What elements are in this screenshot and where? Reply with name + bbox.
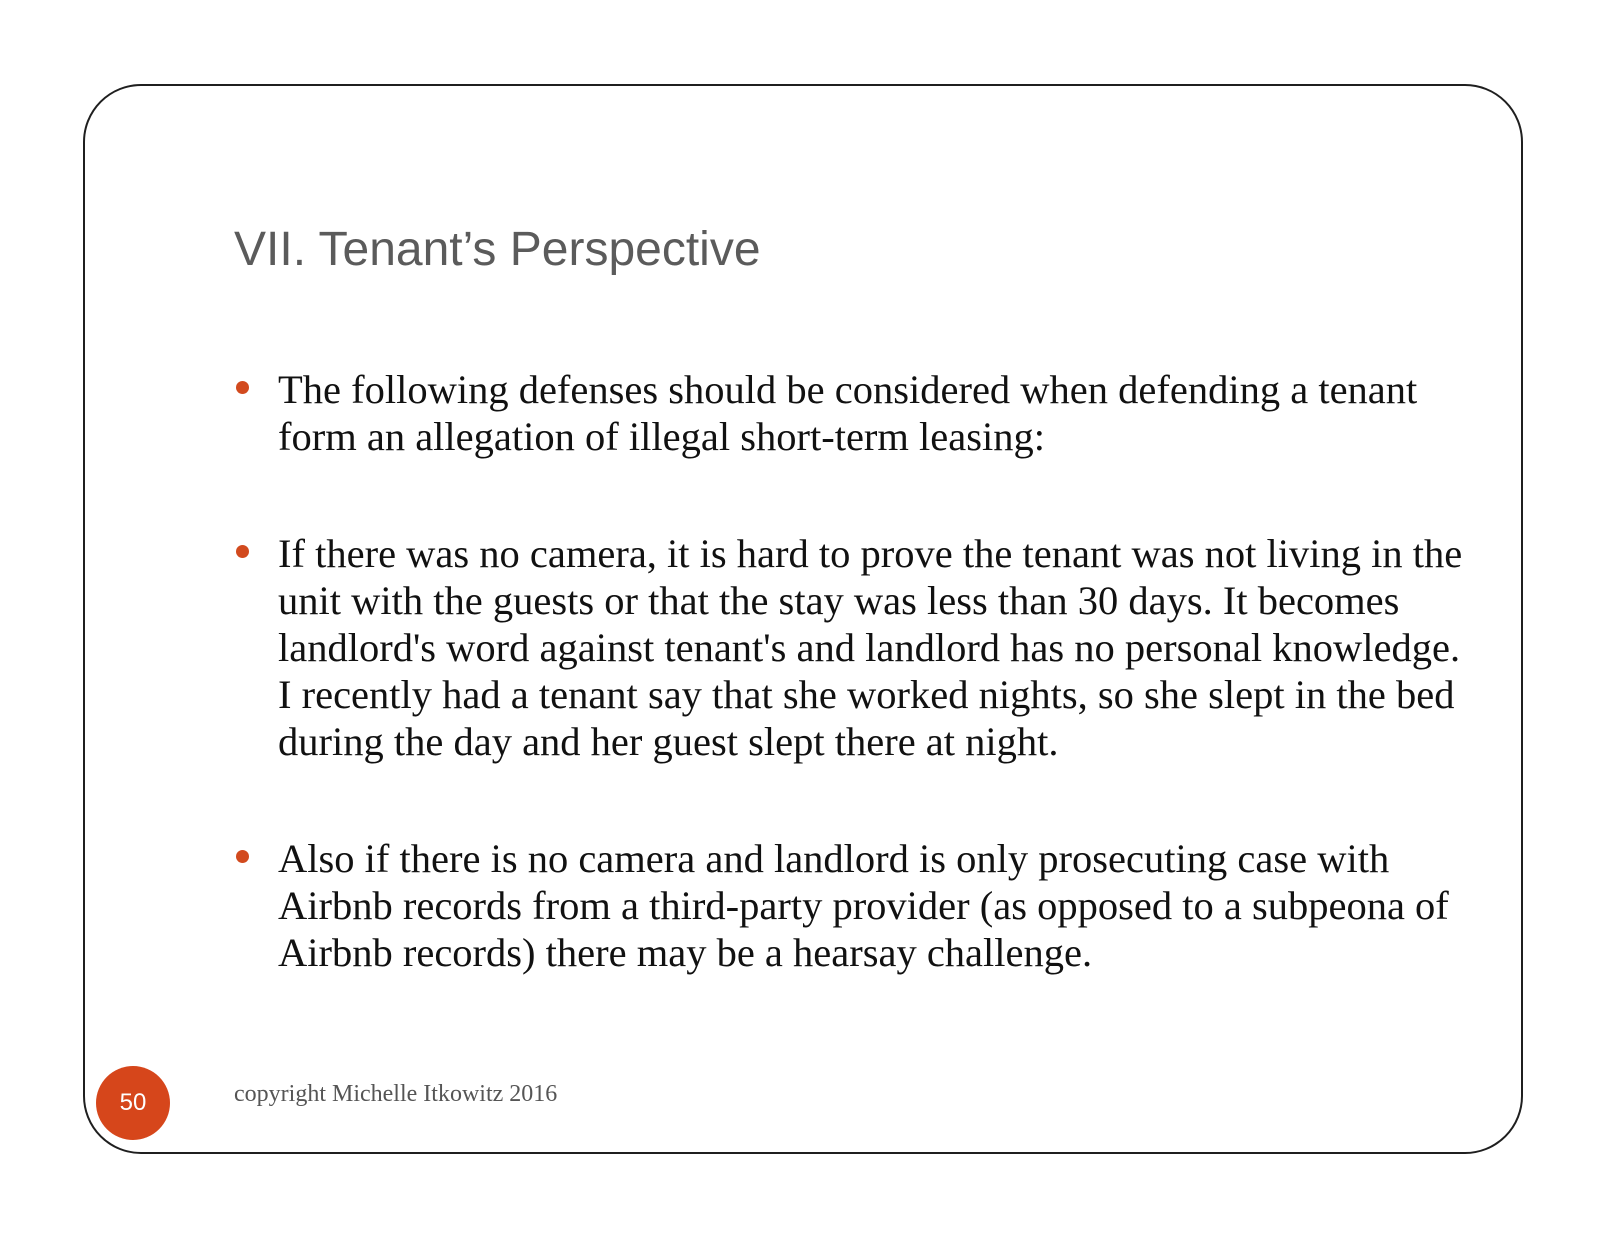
bullet-item: [236, 835, 1466, 976]
bullet-item: [236, 366, 1466, 460]
bullet-list: [236, 366, 1466, 976]
bullet-dot-icon: [236, 850, 249, 863]
slide-title: VII. Tenant’s Perspective: [234, 223, 761, 276]
bullet-dot-icon: [236, 545, 249, 558]
page-number-badge: 50: [96, 1066, 170, 1140]
bullet-text: The following defenses should be considered when defending a tenant form an allegation of illegal short-term leasing:: [278, 367, 1418, 459]
bullet-dot-icon: [236, 381, 249, 394]
bullet-item: [236, 530, 1466, 765]
bullet-text: Also if there is no camera and landlord is only prosecuting case with Airbnb records from a third-party provider (as opposed to a subpeona of Airbnb records) there may be a hearsay challenge.: [278, 836, 1449, 975]
bullet-text: If there was no camera, it is hard to prove the tenant was not living in the unit with the guests or that the stay was less than 30 days. It becomes landlord's word against tenant's and landlord has no personal knowledge. I recently had a tenant say that she worked nights, so she slept in the bed during the day and her guest slept there at night.: [278, 531, 1463, 764]
copyright-footer: copyright Michelle Itkowitz 2016: [234, 1081, 558, 1107]
